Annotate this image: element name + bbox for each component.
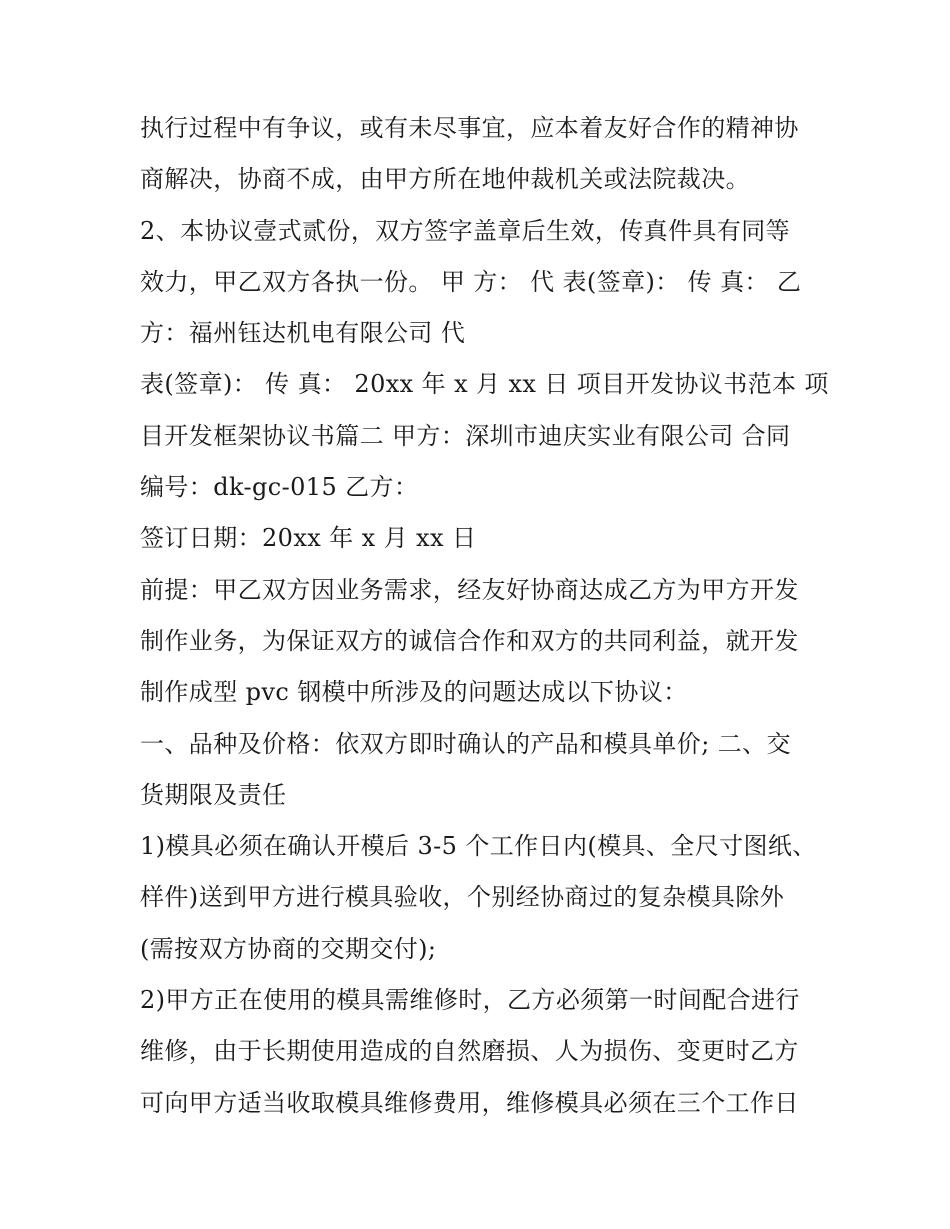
text-line: 可向甲方适当收取模具维修费用，维修模具必须在三个工作日: [140, 1088, 799, 1117]
text-line: 制作业务，为保证双方的诚信合作和双方的共同利益，就开发: [140, 626, 799, 655]
text-line: (需按双方协商的交期交付);: [140, 934, 437, 963]
text-line: 维修，由于长期使用造成的自然磨损、人为损伤、变更时乙方: [140, 1037, 799, 1066]
text-line: 1)模具必须在确认开模后 3-5 个工作日内(模具、全尺寸图纸、: [140, 832, 817, 861]
text-line: 签订日期：20xx 年 x 月 xx 日: [140, 524, 477, 553]
text-line: 货期限及责任: [140, 780, 287, 809]
text-line: 表(签章)： 传 真： 20xx 年 x 月 xx 日 项目开发协议书范本 项: [140, 370, 829, 399]
text-line: 前提：甲乙双方因业务需求，经友好协商达成乙方为甲方开发: [140, 575, 799, 604]
text-line: 制作成型 pvc 钢模中所涉及的问题达成以下协议：: [140, 678, 688, 707]
text-line: 2、本协议壹式贰份，双方签字盖章后生效，传真件具有同等: [140, 216, 791, 245]
text-line: 执行过程中有争议，或有未尽事宜，应本着友好合作的精神协: [140, 114, 799, 142]
text-line: 方：福州钰达机电有限公司 代: [140, 319, 466, 348]
text-line: 一、品种及价格：依双方即时确认的产品和模具单价; 二、交: [140, 729, 791, 758]
text-line: 效力，甲乙双方各执一份。 甲 方： 代 表(签章)： 传 真： 乙: [140, 267, 802, 296]
document-body: [140, 103, 830, 1129]
text-line: 样件)送到甲方进行模具验收，个别经协商过的复杂模具除外: [140, 883, 785, 912]
text-line: 商解决，协商不成，由甲方所在地仲裁机关或法院裁决。: [140, 165, 750, 194]
text-line: 2)甲方正在使用的模具需维修时，乙方必须第一时间配合进行: [140, 986, 800, 1015]
text-line: 编号：dk-gc-015 乙方：: [140, 473, 419, 502]
text-line: 目开发框架协议书篇二 甲方：深圳市迪庆实业有限公司 合同: [140, 421, 791, 450]
